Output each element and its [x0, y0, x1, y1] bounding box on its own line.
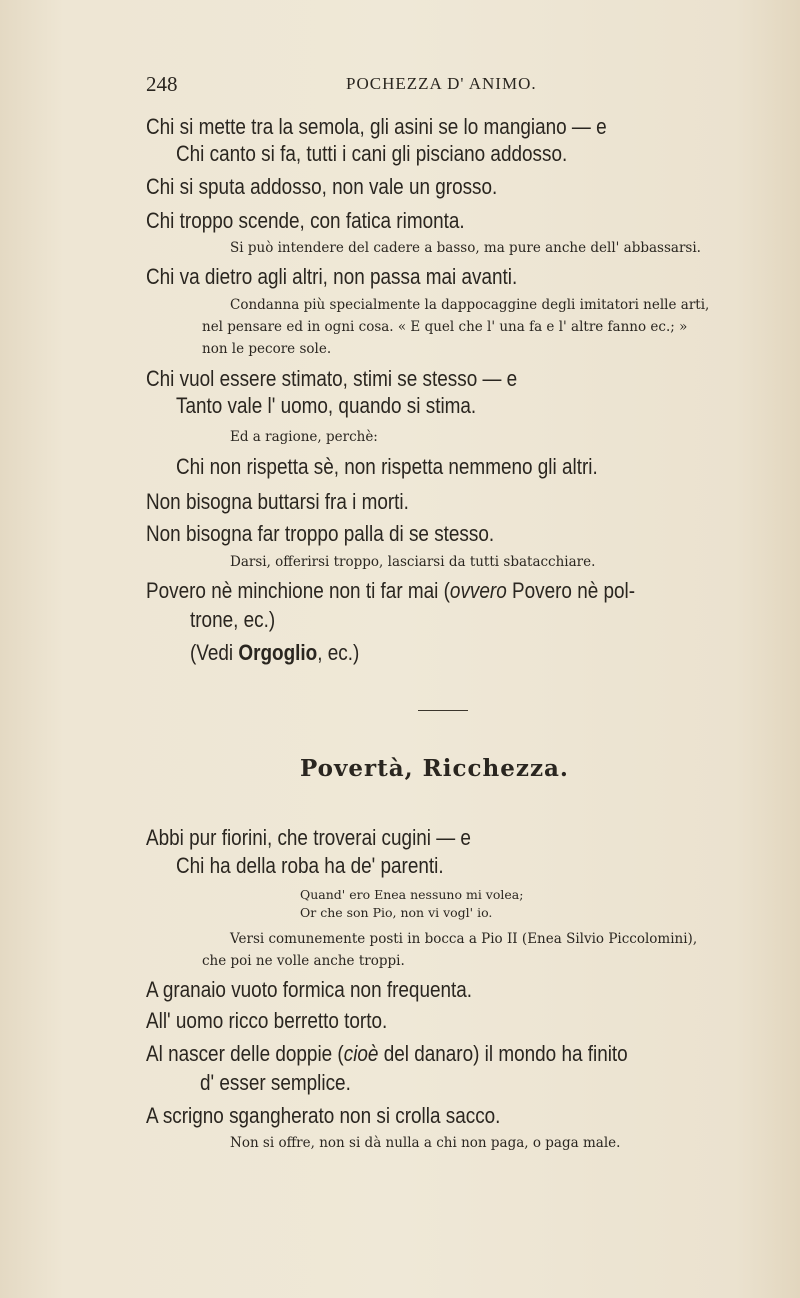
- proverb-line: d' esser semplice.: [200, 1070, 351, 1095]
- proverb-line: [146, 1041, 628, 1067]
- verse-line: Or che son Pio, non vi vogl' io.: [300, 905, 493, 920]
- text-run: Al nascer delle doppie (: [146, 1041, 344, 1066]
- proverb-line: [146, 578, 635, 604]
- running-title: POCHEZZA D' ANIMO.: [346, 74, 537, 93]
- proverb-line: Chi troppo scende, con fatica rimonta.: [146, 208, 465, 233]
- commentary-line: Versi comunemente posti in bocca a Pio II (Enea Silvio Piccolomini),: [230, 931, 698, 947]
- commentary-line: Darsi, offerirsi troppo, lasciarsi da tutti sbatacchiare.: [230, 554, 596, 570]
- text-run: del danaro) il mondo ha finito: [378, 1041, 628, 1066]
- section-divider: [418, 710, 468, 711]
- proverb-line: Non bisogna far troppo palla di se stesso.: [146, 521, 495, 546]
- commentary-line: Si può intendere del cadere a basso, ma pure anche dell' abbassarsi.: [230, 240, 701, 256]
- commentary-line: Condanna più specialmente la dappocaggine degli imitatori nelle arti,: [230, 297, 710, 313]
- proverb-line: Chi va dietro agli altri, non passa mai avanti.: [146, 264, 518, 289]
- bold-run: Orgoglio: [238, 640, 318, 665]
- proverb-line: A scrigno sgangherato non si crolla sacco.: [146, 1103, 501, 1128]
- commentary-line: non le pecore sole.: [202, 341, 332, 357]
- italic-run: cioè: [343, 1041, 379, 1066]
- proverb-line: Non bisogna buttarsi fra i morti.: [146, 489, 409, 514]
- section-title: Povertà, Ricchezza.: [300, 755, 569, 782]
- page-number: 248: [146, 72, 178, 96]
- text-run: Povero nè minchione non ti far mai (: [146, 578, 450, 603]
- text-run: Povero nè pol-: [506, 578, 636, 603]
- text-run: (Vedi: [190, 640, 239, 665]
- commentary-line: che poi ne volle anche troppi.: [202, 953, 405, 969]
- text-run: , ec.): [317, 640, 360, 665]
- cross-reference: [190, 640, 359, 666]
- proverb-line: Tanto vale l' uomo, quando si stima.: [176, 393, 477, 418]
- proverb-line: Chi vuol essere stimato, stimi se stesso — e: [146, 366, 518, 391]
- commentary-line: nel pensare ed in ogni cosa. « E quel che l' una fa e l' altre fanno ec.; »: [202, 319, 688, 335]
- proverb-line: Chi si sputa addosso, non vale un grosso.: [146, 174, 498, 199]
- proverb-line: Chi ha della roba ha de' parenti.: [176, 853, 444, 878]
- proverb-line: Abbi pur fiorini, che troverai cugini — e: [146, 825, 471, 850]
- proverb-line: All' uomo ricco berretto torto.: [146, 1008, 388, 1033]
- proverb-line: trone, ec.): [190, 607, 276, 632]
- proverb-line: A granaio vuoto formica non frequenta.: [146, 977, 473, 1002]
- proverb-line: Chi si mette tra la semola, gli asini se lo mangiano — e: [146, 114, 607, 139]
- commentary-line: Non si offre, non si dà nulla a chi non paga, o paga male.: [230, 1135, 621, 1151]
- proverb-line: Chi canto si fa, tutti i cani gli pisciano addosso.: [176, 141, 568, 166]
- italic-run: ovvero: [449, 578, 507, 603]
- verse-line: Quand' ero Enea nessuno mi volea;: [300, 887, 524, 902]
- proverb-line: Chi non rispetta sè, non rispetta nemmeno gli altri.: [176, 454, 598, 479]
- commentary-line: Ed a ragione, perchè:: [230, 429, 378, 445]
- running-header: [146, 72, 706, 102]
